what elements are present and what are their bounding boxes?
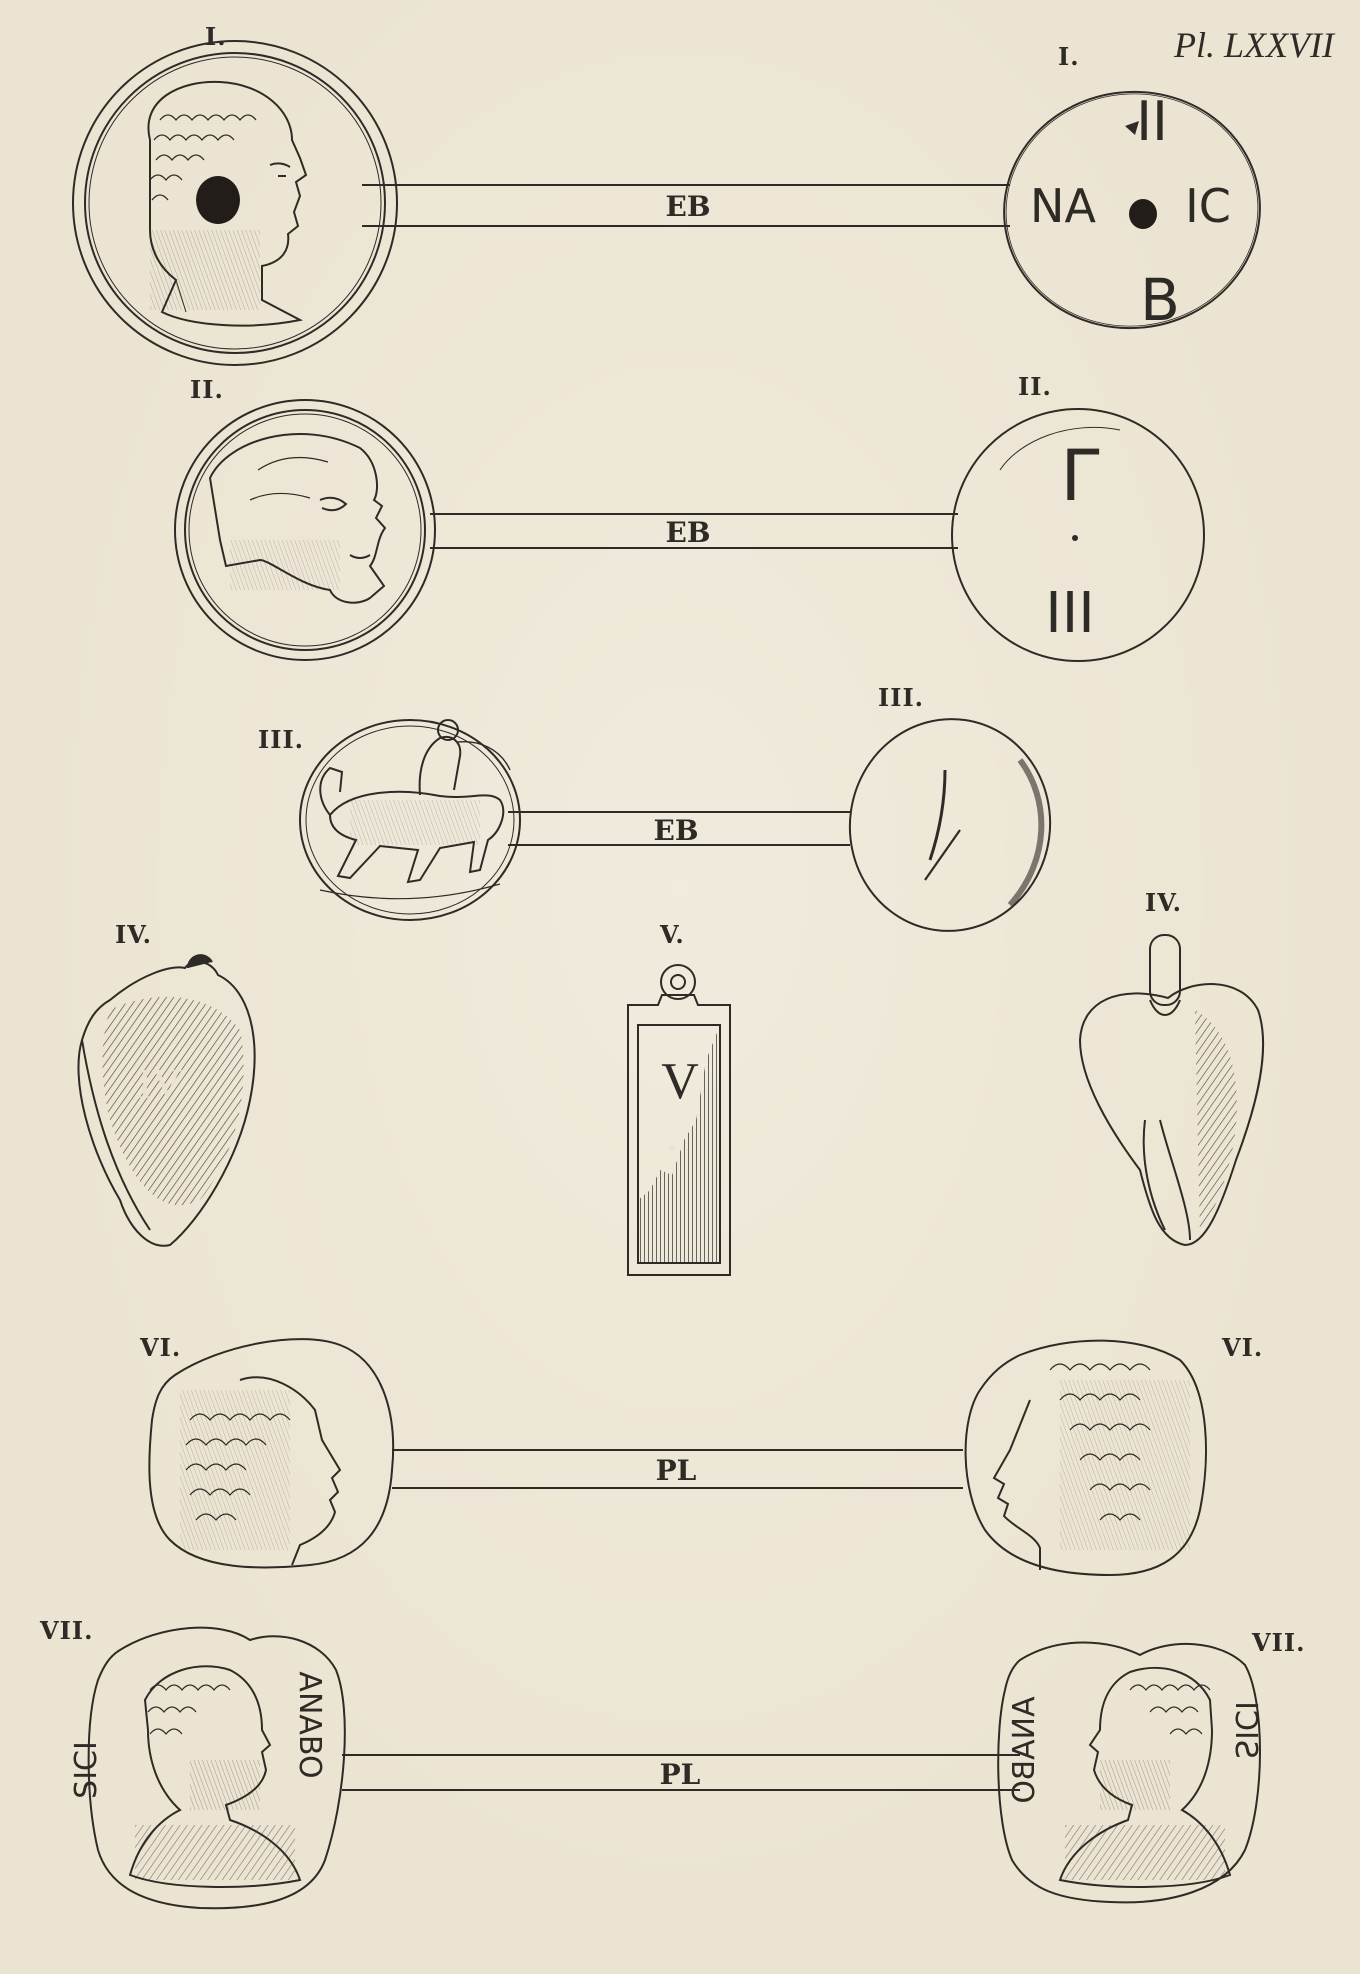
bar-row1-label: EB xyxy=(665,190,711,223)
bar-row7-label: PL xyxy=(659,1758,701,1791)
coin1-rev-bottom: B xyxy=(1140,266,1180,334)
coin2-rev-bottom: III xyxy=(1045,581,1095,646)
weight5-mark: V xyxy=(661,1053,699,1110)
coin-iii-obverse xyxy=(300,720,520,920)
coin-iii-reverse xyxy=(836,706,1064,944)
coin7-right-a: ANABO xyxy=(1007,1696,1042,1804)
bar-row2-label: EB xyxy=(665,516,711,549)
coin-ii-obverse xyxy=(175,400,435,660)
coin2-rev-top: Γ xyxy=(1060,435,1100,517)
label-ii-left: II. xyxy=(190,375,224,404)
label-v-center: V. xyxy=(660,920,685,949)
label-i-right: I. xyxy=(1058,42,1080,71)
coin1-rev-top: II xyxy=(1136,90,1168,153)
label-iii-right: III. xyxy=(878,683,925,712)
label-i-left: I. xyxy=(205,22,227,51)
weight-v-center xyxy=(628,965,730,1275)
label-vii-right: VII. xyxy=(1252,1628,1306,1657)
coin7-left-b: ANABO xyxy=(292,1671,327,1779)
coin1-rev-mid-right: IC xyxy=(1185,179,1231,233)
coin1-rev-mid-left: NA xyxy=(1030,179,1096,233)
weight4-left-mark: IV xyxy=(137,1062,183,1108)
coin-vi-reverse xyxy=(966,1341,1206,1575)
coin7-right-b: SICI xyxy=(1228,1701,1263,1759)
coin-vi-obverse xyxy=(149,1339,393,1567)
label-iv-left: IV. xyxy=(115,920,153,949)
label-ii-right: II. xyxy=(1018,372,1052,401)
plate-number: Pl. LXXVII xyxy=(1174,25,1334,65)
label-vi-left: VI. xyxy=(140,1333,182,1362)
label-iv-right: IV. xyxy=(1145,888,1183,917)
bar-row3-label: EB xyxy=(653,814,699,847)
label-iii-left: III. xyxy=(258,725,305,754)
bar-row6-label: PL xyxy=(655,1454,697,1487)
weight-iv-right xyxy=(1080,935,1263,1245)
label-vii-left: VII. xyxy=(40,1616,94,1645)
coin7-left-a: SICI xyxy=(69,1741,104,1799)
coin-i-obverse xyxy=(73,41,397,365)
label-vi-right: VI. xyxy=(1222,1333,1264,1362)
